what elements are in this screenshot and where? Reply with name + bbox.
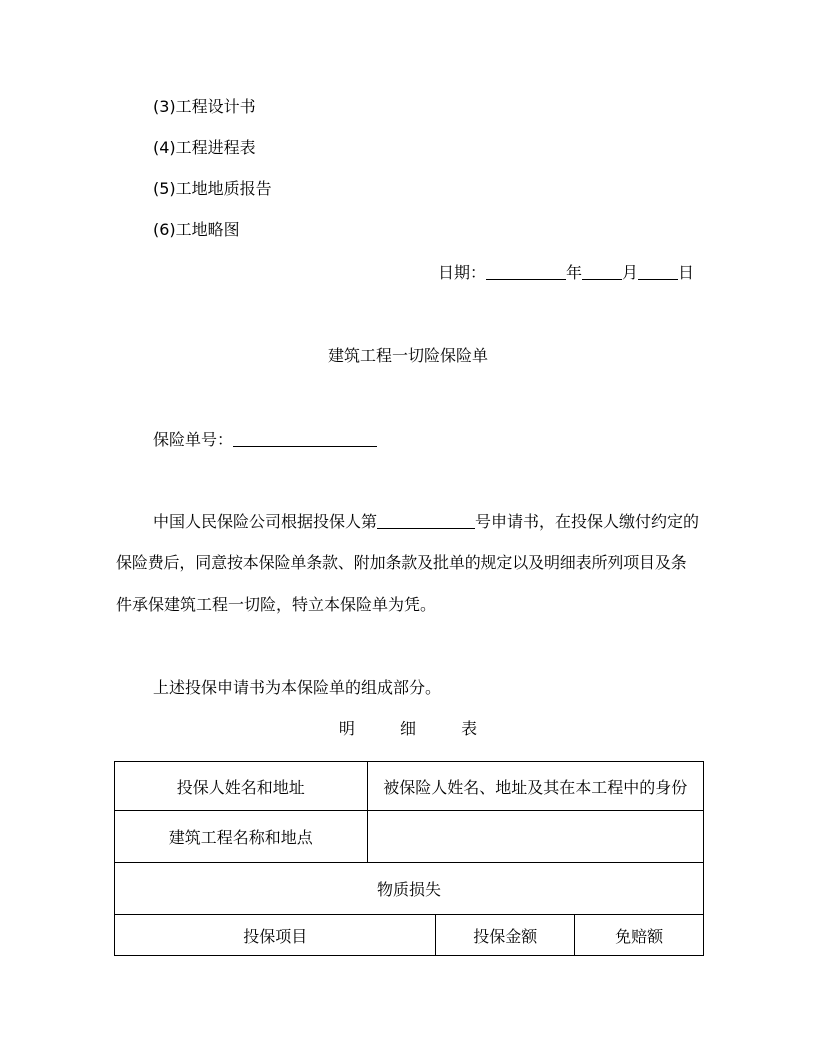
detail-title-char-2: 细	[399, 719, 416, 738]
table-row	[115, 762, 704, 811]
applicant-name-address-cell: 投保人姓名和地址	[115, 762, 368, 811]
deductible-header: 免赔额	[575, 915, 704, 956]
policy-number-blank[interactable]	[233, 430, 377, 447]
detail-title-char-1: 明	[338, 719, 355, 738]
month-blank[interactable]	[582, 263, 622, 280]
table-row	[115, 863, 704, 915]
policy-number-label: 保险单号：	[153, 430, 234, 449]
body-line-1	[153, 512, 699, 532]
body-line-1-after: 号申请书，在投保人缴付约定的	[475, 512, 700, 531]
insured-name-address-role-cell: 被保险人姓名、地址及其在本工程中的身份	[367, 762, 703, 811]
table-row	[115, 811, 704, 863]
month-label: 月	[621, 263, 638, 282]
date-label: 日期：	[437, 263, 486, 282]
detail-title-char-3: 表	[461, 719, 478, 738]
body-line-1-before: 中国人民保险公司根据投保人第	[153, 512, 378, 531]
day-label: 日	[677, 263, 694, 282]
application-number-blank[interactable]	[377, 512, 475, 529]
insured-items-header: 投保项目	[115, 915, 436, 956]
policy-number-line	[153, 430, 377, 450]
attachment-item-5: (5)工地地质报告	[153, 179, 272, 198]
date-line	[438, 263, 694, 283]
attachment-item-6: (6)工地略图	[153, 220, 240, 239]
table-row	[115, 915, 704, 956]
year-label: 年	[565, 263, 582, 282]
project-name-location-cell: 建筑工程名称和地点	[115, 811, 368, 863]
insured-amount-header: 投保金额	[436, 915, 575, 956]
project-name-location-value-cell[interactable]	[367, 811, 703, 863]
attachment-item-4: (4)工程进程表	[153, 138, 256, 157]
day-blank[interactable]	[638, 263, 678, 280]
material-damage-cell: 物质损失	[115, 863, 704, 915]
policy-title: 建筑工程一切险保险单	[327, 346, 488, 365]
body-line-2: 保险费后，同意按本保险单条款、附加条款及批单的规定以及明细表所列项目及条	[116, 553, 687, 572]
detail-table	[114, 761, 704, 956]
body-line-3: 件承保建筑工程一切险，特立本保险单为凭。	[116, 595, 437, 614]
attachment-item-3: (3)工程设计书	[153, 97, 256, 116]
detail-table-title	[0, 719, 816, 739]
body-line-4: 上述投保申请书为本保险单的组成部分。	[153, 678, 442, 697]
year-blank[interactable]	[486, 263, 566, 280]
